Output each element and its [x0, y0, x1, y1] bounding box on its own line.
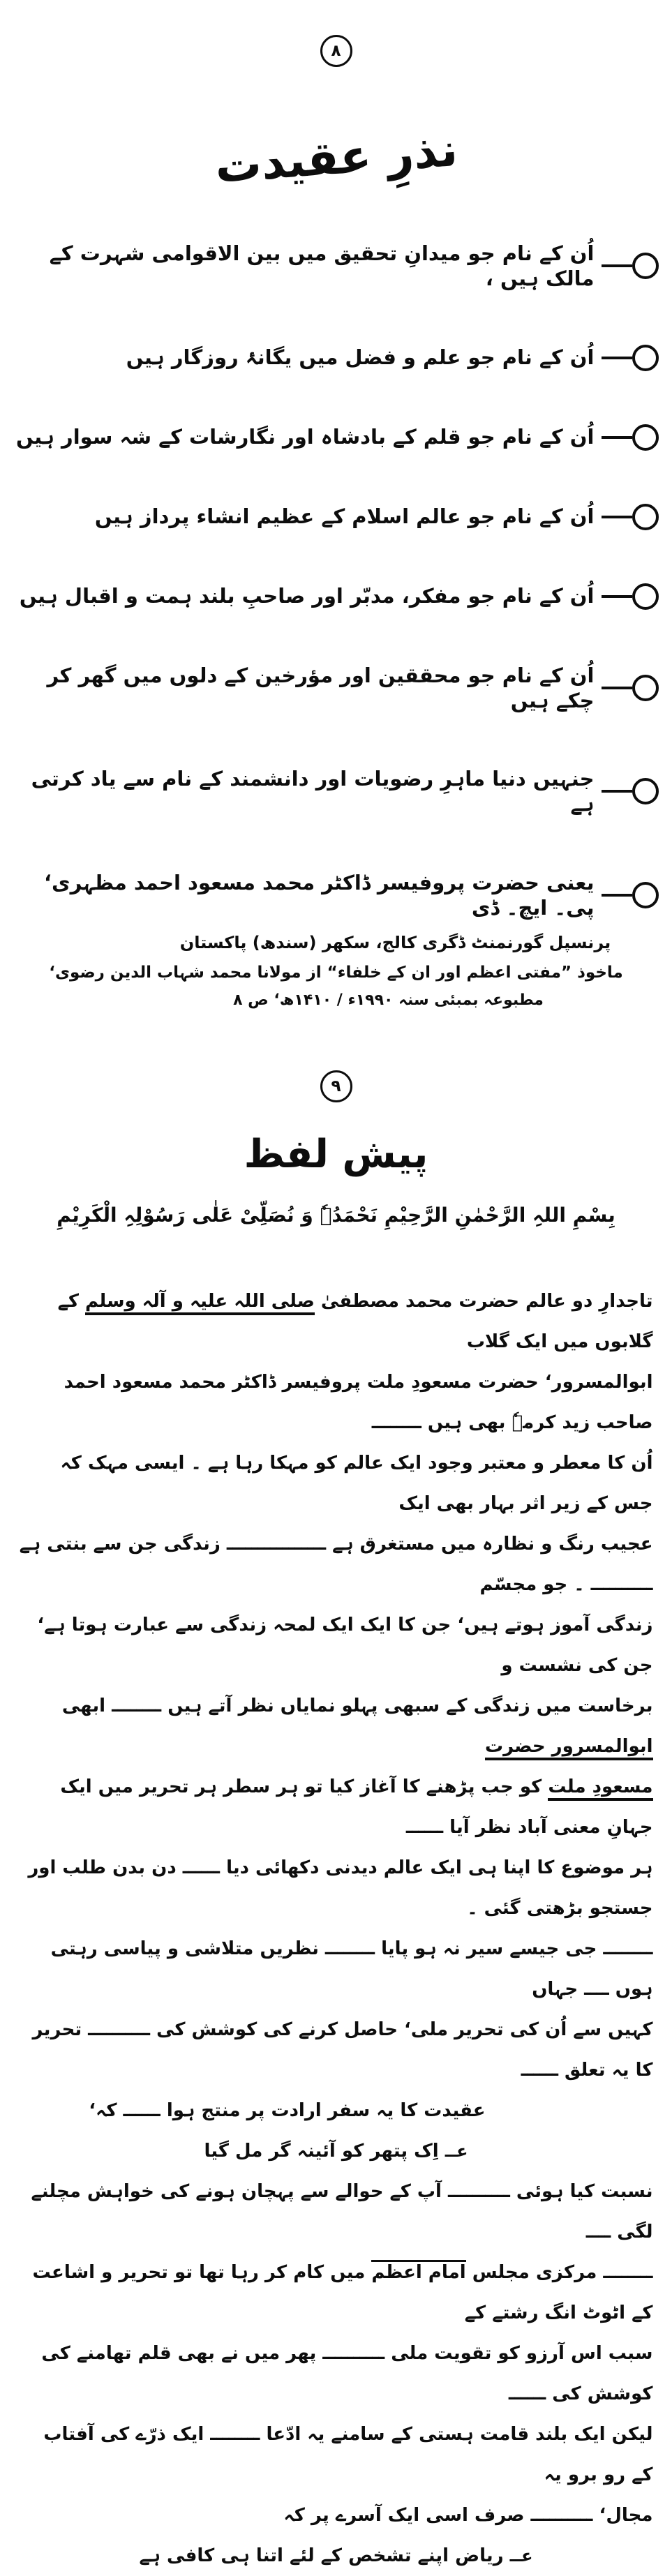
ring-icon [632, 675, 659, 701]
dash-icon [602, 357, 632, 359]
page-title: پیش لفظ [244, 1132, 428, 1177]
page-8 [1, 35, 671, 1009]
text-run: ــــــــ مرکزی مجلس [465, 2261, 653, 2283]
paragraph-line [20, 1362, 653, 1443]
dedication-list [1, 241, 671, 920]
list-item [14, 663, 659, 714]
bullet-text: اُن کے نام جو قلم کے بادشاہ اور نگارشات کے شہ سوار ہیں [16, 425, 595, 449]
bullet-circle-icon [602, 253, 659, 279]
basmala-line: بِسْمِ اللہِ الرَّحْمٰنِ الرَّحِیْمِ نَحْمَدُہٗ وَ نُصَلِّیْ عَلٰی رَسُوْلِہِ الْکَرِیْمِ [57, 1203, 615, 1227]
dash-icon [602, 790, 632, 793]
bullet-text: جنہیں دنیا ماہرِ رضویات اور دانشمند کے نام سے یاد کرتی ہے [31, 767, 595, 816]
bullet-text: یعنی حضرت پروفیسر ڈاکٹر محمد مسعود احمد مظہری‘ پی۔ ایچ۔ ڈی [43, 870, 595, 920]
paragraph-line [20, 1767, 653, 1848]
paragraph-line [20, 2090, 653, 2131]
affiliation-line: پرنسپل گورنمنٹ ڈگری کالج، سکھر (سندھ) پاکستان [179, 933, 611, 952]
text-run: امام اعظم [371, 2260, 465, 2283]
list-item [14, 583, 659, 610]
paragraph-line [20, 2414, 653, 2495]
verse-line [20, 2131, 653, 2171]
verse-marker: عــ [445, 2141, 468, 2161]
list-item [14, 424, 659, 451]
bullet-text: اُن کے نام جو مفکر، مدبّر اور صاحبِ بلند ہمت و اقبال ہیں [19, 584, 595, 608]
text-run: لیکن ایک بلند قامت ہستی کے سامنے یہ ادّعا ــــــــ ایک ذرّے کی آفتاب کے رو برو یہ [43, 2423, 653, 2485]
list-item [14, 766, 659, 817]
paragraph-line [20, 1524, 653, 1605]
bullet-circle-icon [602, 675, 659, 701]
text-run: عجیب رنگ و نظارہ میں مستغرق ہے ــــــــــــــــ زندگی جن سے بنتی ہے ــــــــــ ۔ جو مجسّم [19, 1533, 653, 1595]
list-item [14, 870, 659, 921]
text-run: صلی اللہ علیہ و آلہ وسلم [85, 1291, 315, 1315]
text-run: ابوالمسرور‘ حضرت مسعودِ ملت پروفیسر ڈاکٹر محمد مسعود احمد صاحب زید کرمہٗ بھی ہیں ــــــــ [64, 1371, 653, 1433]
paragraph-line [20, 1929, 653, 2009]
list-item [14, 241, 659, 292]
ring-icon [632, 424, 659, 451]
scanned-book-spread [1, 35, 671, 2566]
page-9 [1, 1070, 671, 2576]
dash-icon [602, 264, 632, 267]
ring-icon [632, 882, 659, 908]
paragraph-line [20, 2495, 653, 2536]
text-run: ہر موضوع کا اپنا ہی ایک عالم دیدنی دکھائی دیا ــــــ دن بدن طلب اور جستجو بڑھتی گئی ۔ [28, 1857, 653, 1919]
bullet-text: اُن کے نام جو محققین اور مؤرخین کے دلوں میں گھر کر چکے ہیں [47, 663, 595, 712]
ring-icon [632, 504, 659, 530]
paragraph-line [20, 1848, 653, 1929]
paragraph-line [20, 2252, 653, 2333]
dash-icon [602, 516, 632, 518]
text-run: اُن کا معطر و معتبر وجود ایک عالم کو مہکا رہا ہے ۔ ایسی مہک کہ جس کے زیر اثر بہار بھی ایک [60, 1452, 653, 1514]
paragraph-line [20, 1686, 653, 1767]
text-run: زندگی آموز ہوتے ہیں‘ جن کا ایک ایک لمحہ زندگی سے عبارت ہوتا ہے‘ جن کی نشست و [37, 1614, 653, 1676]
ring-icon [632, 583, 659, 610]
dash-icon [602, 436, 632, 439]
text-run: نسبت کیا ہوئی ــــــــــ آپ کے حوالے سے پہچان ہونے کی خواہش مچلنے لگی ــــ [31, 2180, 653, 2242]
ring-icon [632, 253, 659, 279]
foreword-body [1, 1281, 671, 2576]
text-run: سبب اس آرزو کو تقویت ملی ــــــــــ پھر میں نے بھی قلم تھامنے کی کوشش کی ــــــ [41, 2342, 653, 2404]
text-run: ریاض اپنے تشخص کے لئے اتنا ہی کافی ہے [139, 2545, 510, 2566]
page-number-circle: ۹ [320, 1070, 352, 1102]
list-item [14, 504, 659, 530]
text-run: ــــــــ جی جیسے سیر نہ ہو پایا ــــــــ نظریں متلاشی و پیاسی رہتی ہوں ــــ جہاں [50, 1938, 653, 2000]
bullet-text: اُن کے نام جو میدانِ تحقیق میں بین الاقوامی شہرت کے مالک ہیں ، [49, 241, 595, 291]
verse-line [20, 2536, 653, 2576]
paragraph-line [20, 1281, 653, 1362]
bullet-circle-icon [602, 778, 659, 804]
paragraph-line [20, 2333, 653, 2414]
dash-icon [602, 595, 632, 598]
ring-icon [632, 345, 659, 371]
text-run: برخاست میں زندگی کے سبھی پہلو نمایاں نظر آتے ہیں ــــــــ ابھی [61, 1695, 653, 1716]
text-run: مجال‘ ــــــــــ صرف اسی ایک آسرے پر کہ [283, 2504, 653, 2526]
text-run: کہیں سے اُن کی تحریر ملی‘ حاصل کرنے کی کوشش کی ــــــــــ تحریر کا یہ تعلق ــــــ [32, 2019, 653, 2081]
ring-icon [632, 778, 659, 804]
bullet-text: اُن کے نام جو علم و فضل میں یگانۂ روزگار ہیں [126, 345, 595, 370]
bullet-circle-icon [602, 424, 659, 451]
text-run: میں کام کر رہا تھا تو تحریر و اشاعت کے اٹوٹ انگ رشتے کے [32, 2261, 653, 2323]
paragraph-line [20, 1605, 653, 1686]
page-title: نذرِ عقیدت [213, 122, 459, 194]
text-run: عقیدت کا یہ سفر ارادت پر منتج ہوا ــــــ کہ‘ [89, 2099, 486, 2121]
text-run: کو جب پڑھنے کا آغاز کیا تو ہر سطر ہر تحریر میں ایک جہانِ معنی آباد نظر آیا ــــــ [60, 1776, 653, 1838]
dash-icon [602, 894, 632, 897]
text-run: اِک پتھر کو آئینہ گر مل گیا [204, 2140, 445, 2162]
source-citation: ماخوذ ”مفتی اعظم اور ان کے خلفاء“ از مولانا محمد شہاب الدین رضوی‘ [49, 964, 623, 982]
bullet-circle-icon [602, 504, 659, 530]
text-run: مسعودِ ملت [548, 1776, 652, 1801]
text-run: تاجدارِ دو عالم حضرت محمد مصطفیٰ [314, 1290, 653, 1312]
bullet-circle-icon [602, 882, 659, 908]
page-number-circle: ۸ [320, 35, 352, 67]
paragraph-line [20, 2009, 653, 2090]
bullet-circle-icon [602, 345, 659, 371]
text-run: ابوالمسرور حضرت [485, 1736, 653, 1760]
imprint-line: مطبوعہ بمبئی سنہ ۱۹۹۰ء / ۱۴۱۰ھ‘ ص ۸ [233, 991, 544, 1009]
list-item [14, 345, 659, 371]
verse-marker: عــ [509, 2545, 533, 2566]
dash-icon [602, 687, 632, 689]
bullet-circle-icon [602, 583, 659, 610]
paragraph-line [20, 2171, 653, 2252]
paragraph-line [20, 1443, 653, 1524]
bullet-text: اُن کے نام جو عالم اسلام کے عظیم انشاء پرداز ہیں [94, 504, 595, 529]
text-run: کے گلابوں میں ایک گلاب [57, 1290, 653, 1352]
